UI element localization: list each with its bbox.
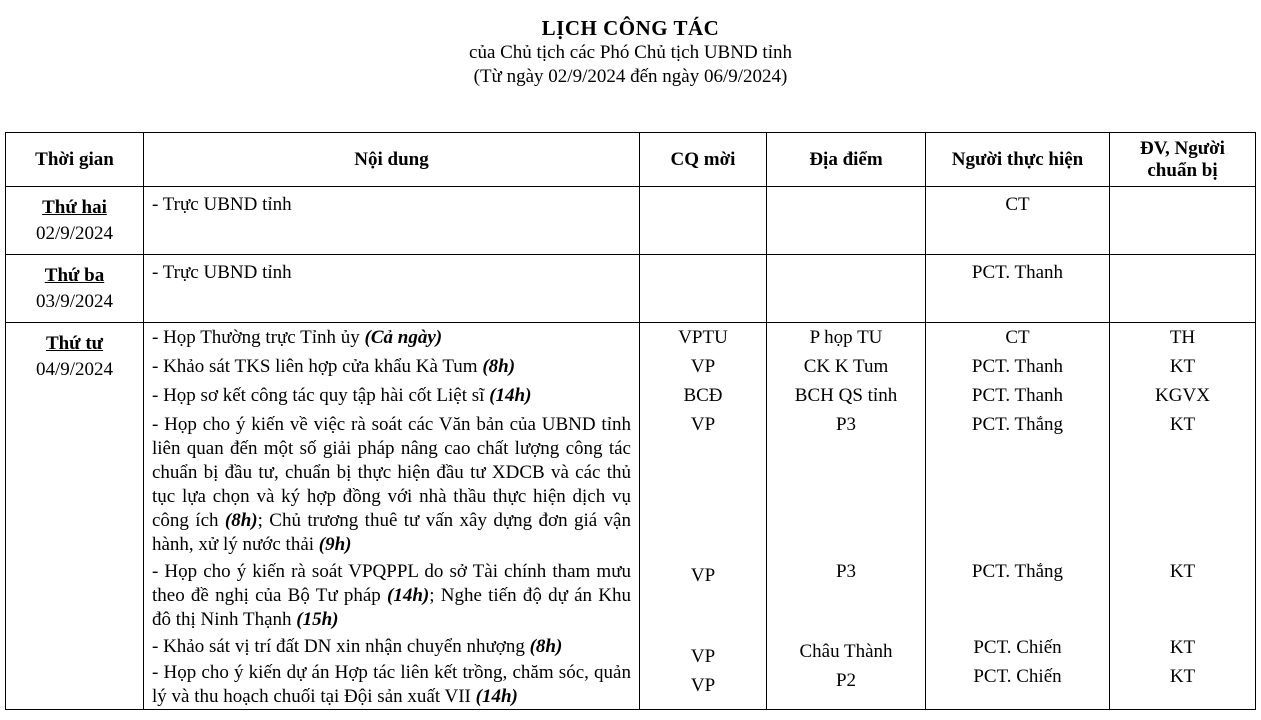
task-text: - Họp cho ý kiến về việc rà soát các Văn bản của UBND tỉnh liên quan đến một số giải pháp nâng cao chất lượng công tác chuẩn bị đầu tư, chuẩn bị thực hiện đầu tư XDCB và các thủ tục lựa chọn và ký hợp đồng với nhà thầu thực hiện dịch vụ công ích <box>152 414 631 531</box>
preparer-cell <box>1110 255 1256 323</box>
schedule-table <box>5 132 1256 710</box>
performer-cell <box>926 323 1110 710</box>
day-date: 04/9/2024 <box>35 359 114 380</box>
task-time: (15h) <box>296 609 339 630</box>
task-time: (8h) <box>529 636 563 657</box>
day-name: Thứ ba <box>44 265 105 286</box>
day-cell <box>6 323 144 710</box>
location-value: P3 <box>835 414 857 435</box>
performer-value: PCT. Thanh <box>971 356 1064 377</box>
inviter-value: VP <box>690 646 716 667</box>
col-header-content: Nội dung <box>144 133 640 187</box>
preparer-value: KT <box>1169 666 1196 687</box>
inviter-cell <box>640 255 767 323</box>
preparer-value: KT <box>1169 414 1196 435</box>
inviter-value: VP <box>690 414 716 435</box>
location-cell <box>767 323 926 710</box>
location-value: P2 <box>835 670 857 691</box>
task-text: - Khảo sát vị trí đất DN xin nhận chuyển nhượng <box>152 636 530 657</box>
location-value: P3 <box>835 561 857 582</box>
performer-cell: PCT. Thanh <box>926 255 1110 323</box>
inviter-value: BCĐ <box>683 385 723 406</box>
inviter-cell <box>640 187 767 255</box>
location-value: P họp TU <box>809 327 883 348</box>
preparer-value: KT <box>1169 356 1196 377</box>
col-header-location: Địa điểm <box>767 133 926 187</box>
task-text: - Khảo sát TKS liên hợp cửa khẩu Kà Tum <box>152 356 483 377</box>
table-header-row <box>6 133 1256 187</box>
location-value: BCH QS tỉnh <box>794 385 898 406</box>
performer-value: CT <box>1005 327 1030 348</box>
col-header-performer: Người thực hiện <box>926 133 1110 187</box>
preparer-header-line2: chuẩn bị <box>1147 159 1218 181</box>
task-time: (14h) <box>387 585 430 606</box>
task-time: (9h) <box>318 534 352 555</box>
task-text: - Họp sơ kết công tác quy tập hài cốt Liệt sĩ <box>152 385 490 406</box>
content-cell <box>144 187 640 255</box>
location-value: Châu Thành <box>799 641 893 662</box>
inviter-value: VPTU <box>678 327 728 348</box>
day-name: Thứ hai <box>42 197 107 218</box>
task-text: ; Nghe tiến độ dự án Khu đô thị Ninh Thạnh <box>152 585 631 630</box>
content-cell <box>144 323 640 710</box>
performer-value: PCT. Thắng <box>971 561 1064 582</box>
day-cell <box>6 255 144 323</box>
task-time: (8h) <box>482 356 516 377</box>
col-header-inviter: CQ mời <box>640 133 767 187</box>
performer-cell: CT <box>926 187 1110 255</box>
table-row <box>6 187 1256 255</box>
performer-value: PCT. Thắng <box>971 414 1064 435</box>
col-header-preparer <box>1110 133 1256 187</box>
day-name: Thứ tư <box>45 333 104 354</box>
task-item <box>152 413 631 560</box>
task-time: (8h) <box>224 510 258 531</box>
date-range: (Từ ngày 02/9/2024 đến ngày 06/9/2024) <box>473 66 788 87</box>
task-text: - Họp cho ý kiến dự án Hợp tác liên kết trồng, chăm sóc, quản lý và thu hoạch chuối tại Đội sản xuất VII <box>152 662 631 707</box>
task-time: (14h) <box>475 686 518 707</box>
task-item <box>152 384 631 413</box>
task-item <box>152 560 631 635</box>
location-cell <box>767 187 926 255</box>
preparer-value: KT <box>1169 637 1196 658</box>
content-cell <box>144 255 640 323</box>
task-item <box>152 326 631 355</box>
preparer-cell <box>1110 323 1256 710</box>
task-text: - Trực UBND tỉnh <box>152 194 292 215</box>
task-text: - Trực UBND tỉnh <box>152 262 292 283</box>
day-cell <box>6 187 144 255</box>
day-date: 03/9/2024 <box>35 291 114 312</box>
preparer-value: KGVX <box>1155 385 1210 406</box>
page-title: LỊCH CÔNG TÁC <box>541 16 720 40</box>
preparer-value: TH <box>1169 327 1196 348</box>
task-time: (Cả ngày) <box>364 327 443 348</box>
col-header-time: Thời gian <box>6 133 144 187</box>
task-time: (14h) <box>489 385 532 406</box>
preparer-value: KT <box>1169 561 1196 582</box>
task-item <box>152 355 631 384</box>
day-date: 02/9/2024 <box>35 223 114 244</box>
performer-value: PCT. Chiến <box>973 666 1062 687</box>
performer-value: PCT. Chiến <box>973 637 1062 658</box>
inviter-cell <box>640 323 767 710</box>
task-item <box>152 635 631 661</box>
inviter-value: VP <box>690 675 716 696</box>
task-text: - Họp cho ý kiến rà soát VPQPPL do sở Tài chính tham mưu theo đề nghị của Bộ Tư pháp <box>152 561 631 606</box>
table-row <box>6 255 1256 323</box>
inviter-value: VP <box>690 356 716 377</box>
table-row <box>6 323 1256 710</box>
inviter-value: VP <box>690 565 716 586</box>
task-text: - Họp Thường trực Tỉnh ủy <box>152 327 365 348</box>
location-cell <box>767 255 926 323</box>
task-item <box>152 661 631 709</box>
task-text: ; Chủ trương thuê tư vấn xây dựng đơn giá vận hành, xử lý nước thải <box>152 510 631 555</box>
page-subtitle: của Chủ tịch các Phó Chủ tịch UBND tỉnh <box>469 42 792 63</box>
preparer-header-line1: ĐV, Người <box>1140 137 1225 159</box>
preparer-cell <box>1110 187 1256 255</box>
location-value: CK K Tum <box>803 356 889 377</box>
performer-value: PCT. Thanh <box>971 385 1064 406</box>
